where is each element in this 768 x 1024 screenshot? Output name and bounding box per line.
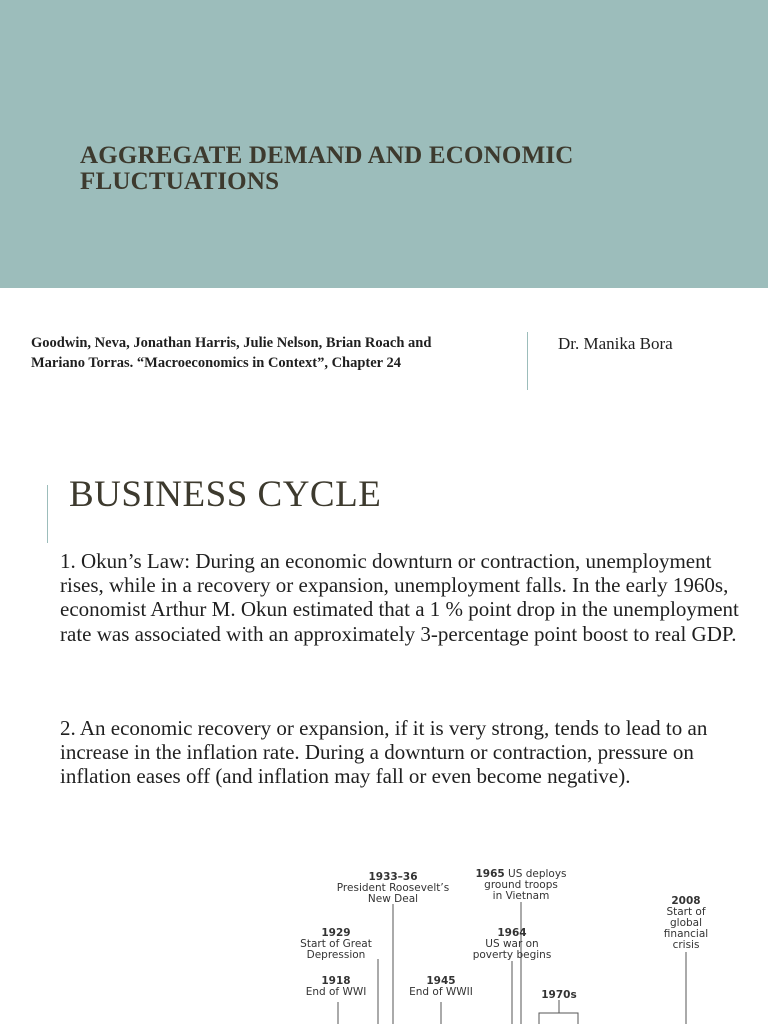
event-1929-line2: Depression <box>306 949 366 961</box>
event-1964-year: 1964 <box>497 927 527 939</box>
event-1964-line1: US war on <box>485 938 539 950</box>
event-1918-line1: End of WWI <box>305 986 367 998</box>
event-1964-line2: poverty begins <box>472 949 552 961</box>
citation-line1: Goodwin, Neva, Jonathan Harris, Julie Nelson, Brian Roach and <box>31 335 432 351</box>
timeline-figure <box>280 862 768 1024</box>
event-1965-line3: in Vietnam <box>492 890 550 902</box>
event-1965-line2: ground troops <box>484 879 558 891</box>
event-1918-year: 1918 <box>321 975 351 987</box>
event-1933-line2: New Deal <box>367 893 419 905</box>
business-cycle-timeline <box>280 862 768 1024</box>
event-2008-line3: financial <box>663 928 709 940</box>
event-1929-line1: Start of Great <box>300 938 372 950</box>
event-1945-year: 1945 <box>426 975 456 987</box>
event-1933-year: 1933–36 <box>368 871 418 883</box>
author-name: Dr. Manika Bora <box>558 334 673 353</box>
inflation-paragraph: 2. An economic recovery or expansion, if it is very strong, tends to lead to an increase in the inflation rate. During a downturn or contraction, pressure on inflation eases off (and inflation may fall or even become negative). <box>60 716 708 789</box>
event-1965-year: 1965 <box>475 868 505 880</box>
event-2008-year: 2008 <box>671 895 701 907</box>
event-2008-line2: global <box>669 917 703 929</box>
citation <box>31 333 501 373</box>
slide-title-line2: FLUCTUATIONS <box>80 168 280 195</box>
event-1970s-year: 1970s <box>541 989 577 1001</box>
citation-line2: Mariano Torras. “Macroeconomics in Context”, Chapter 24 <box>31 355 401 371</box>
slide-title <box>80 143 720 195</box>
slide-title-line1: AGGREGATE DEMAND AND ECONOMIC <box>80 142 574 169</box>
event-1929-year: 1929 <box>321 927 351 939</box>
section-accent-bar <box>47 485 48 543</box>
event-1945-line1: End of WWII <box>409 986 473 998</box>
event-2008-line1: Start of <box>666 906 706 918</box>
event-1933-line1: President Roosevelt’s <box>336 882 450 894</box>
bracket-1970s <box>539 1013 578 1024</box>
event-1965-line1: US deploys <box>504 868 567 880</box>
okun-law-paragraph: 1. Okun’s Law: During an economic downturn or contraction, unemployment rises, while in a recovery or expansion, unemployment falls. In the early 1960s, economist Arthur M. Okun estimated that a 1 % point drop in the unemployment rate was associated with an approximately 3-percentage point boost to real GDP. <box>60 549 739 646</box>
vertical-divider <box>527 332 528 390</box>
event-2008-line4: crisis <box>672 939 700 951</box>
section-title: BUSINESS CYCLE <box>69 474 382 515</box>
